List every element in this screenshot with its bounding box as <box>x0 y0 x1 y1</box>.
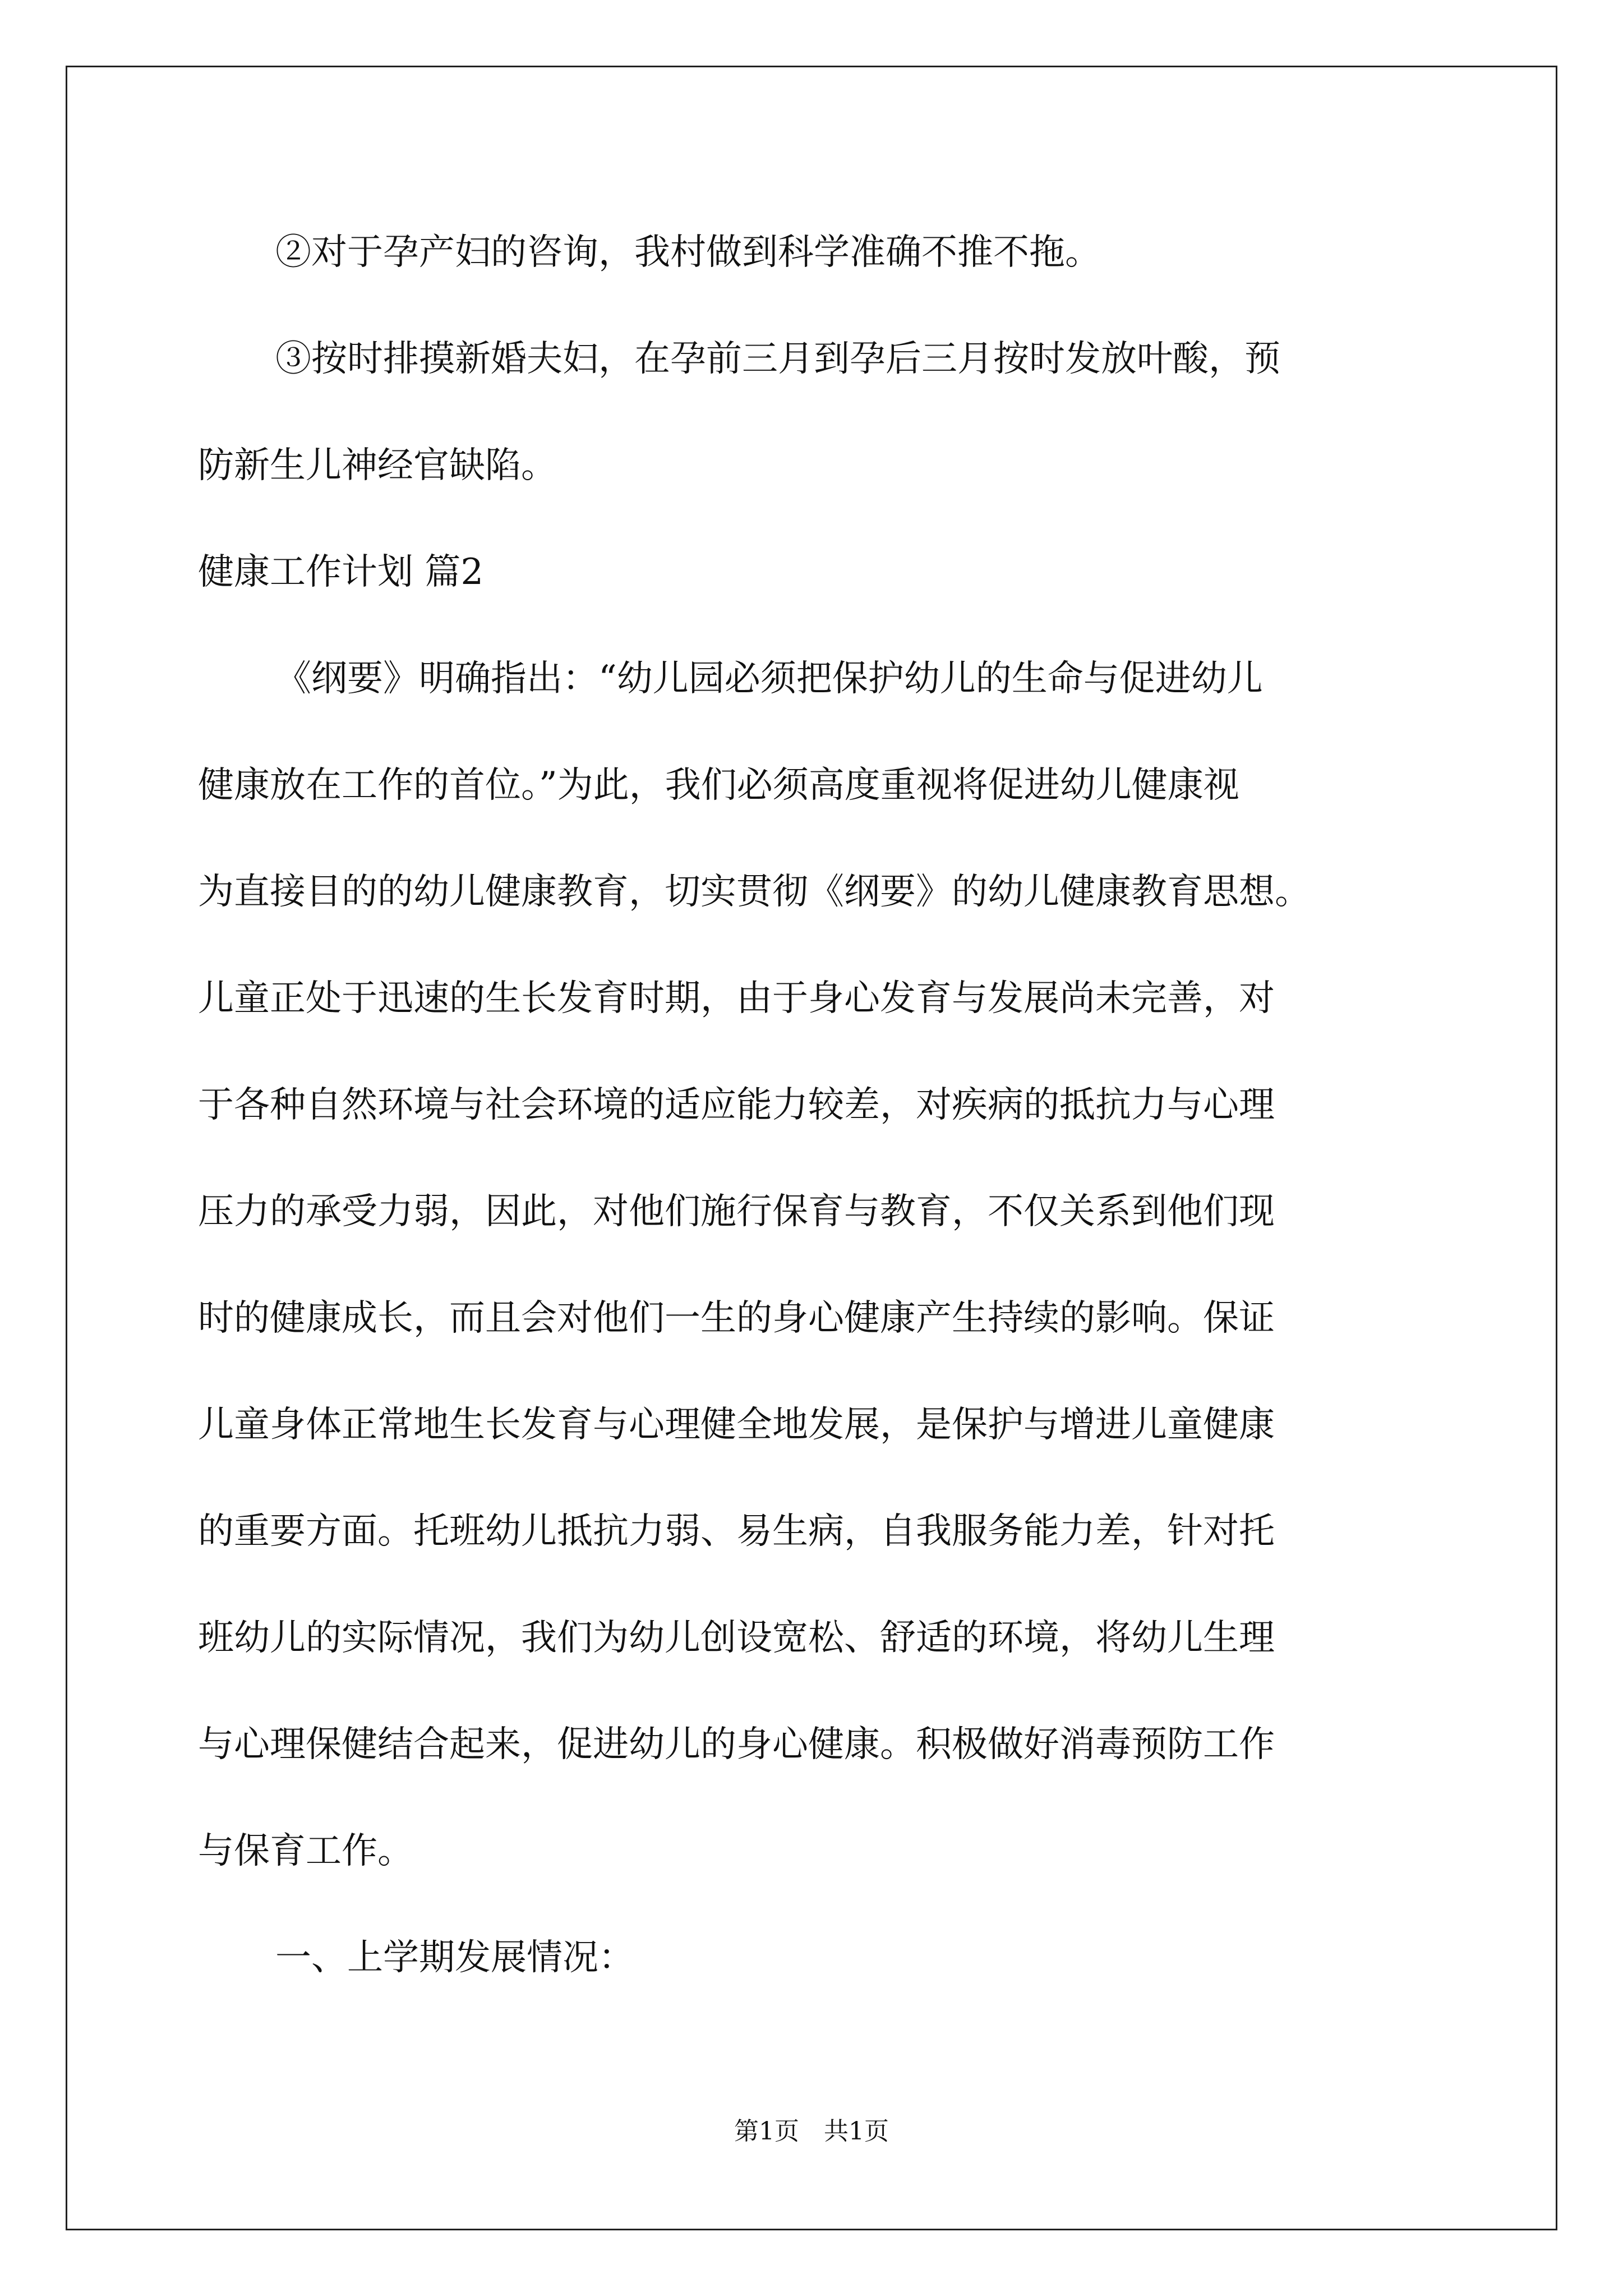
section-heading: 健康工作计划 篇2 <box>198 551 484 593</box>
paragraph-line: 与心理保健结合起来，促进幼儿的身心健康。积极做好消毒预防工作 <box>198 1724 1275 1765</box>
paragraph-line: 一、上学期发展情况： <box>275 1937 634 1978</box>
paragraph-line: ③按时排摸新婚夫妇，在孕前三月到孕后三月按时发放叶酸，预 <box>275 338 1280 380</box>
paragraph-line: 儿童身体正常地生长发育与心理健全地发展，是保护与增进儿童健康 <box>198 1404 1275 1446</box>
paragraph-line: 健康放在工作的首位。”为此，我们必须高度重视将促进幼儿健康视 <box>198 765 1239 806</box>
paragraph-line: 防新生儿神经官缺陷。 <box>198 445 557 486</box>
page-border <box>66 66 1557 2230</box>
paragraph-line: ②对于孕产妇的咨询，我村做到科学准确不推不拖。 <box>275 232 1101 273</box>
paragraph-line: 与保育工作。 <box>198 1830 413 1872</box>
paragraph-line: 《纲要》明确指出：“幼儿园必须把保护幼儿的生命与促进幼儿 <box>275 658 1263 700</box>
page-number: 第1页 共1页 <box>734 2117 889 2146</box>
paragraph-line: 为直接目的的幼儿健康教育，切实贯彻《纲要》的幼儿健康教育思想。 <box>198 871 1311 913</box>
paragraph-line: 的重要方面。托班幼儿抵抗力弱、易生病，自我服务能力差，针对托 <box>198 1511 1275 1552</box>
paragraph-line: 于各种自然环境与社会环境的适应能力较差，对疾病的抵抗力与心理 <box>198 1084 1275 1126</box>
paragraph-line: 时的健康成长，而且会对他们一生的身心健康产生持续的影响。保证 <box>198 1297 1275 1339</box>
paragraph-line: 班幼儿的实际情况，我们为幼儿创设宽松、舒适的环境，将幼儿生理 <box>198 1617 1275 1659</box>
paragraph-line: 儿童正处于迅速的生长发育时期，由于身心发育与发展尚未完善，对 <box>198 978 1275 1019</box>
paragraph-line: 压力的承受力弱，因此，对他们施行保育与教育，不仅关系到他们现 <box>198 1191 1275 1232</box>
